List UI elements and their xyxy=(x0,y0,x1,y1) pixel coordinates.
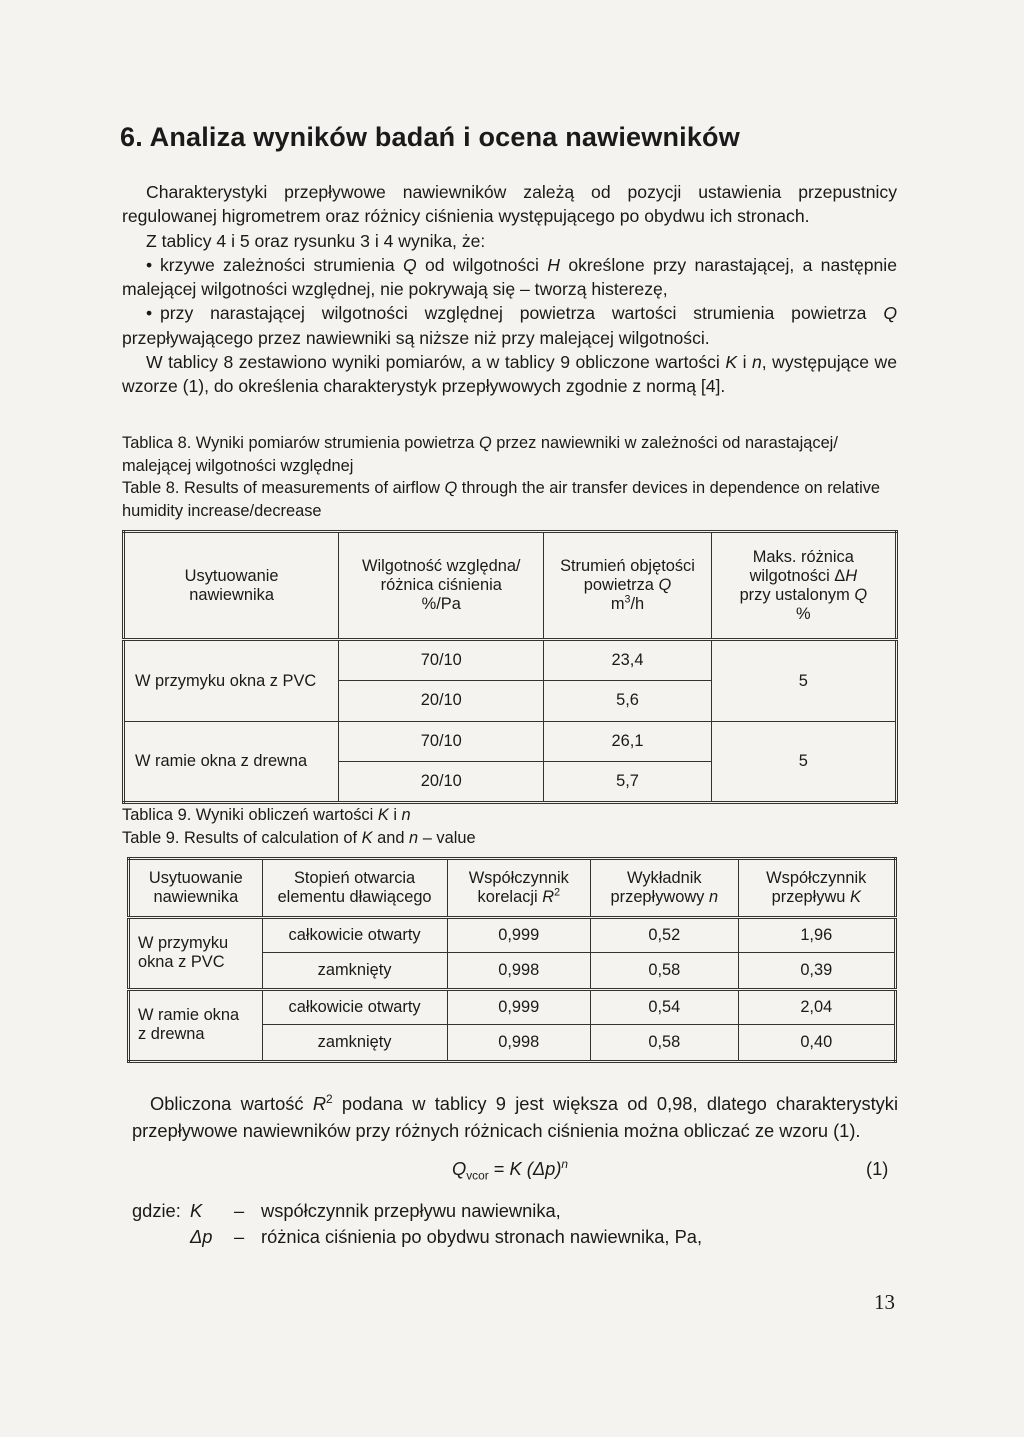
t9-n: 0,52 xyxy=(591,917,738,953)
legend-description: różnica ciśnienia po obydwu stronach nawiewnika, Pa, xyxy=(261,1226,703,1247)
legend-symbol: Δp xyxy=(190,1226,213,1247)
bullet-item-1: • krzywe zależności strumienia Q od wilgotności H określone przy narastającej, a następnie malejącej wilgotności względnej, nie pokrywają się – tworzą histerezę, xyxy=(122,254,897,300)
t9-opening: zamknięty xyxy=(262,953,447,990)
t9-opening: całkowicie otwarty xyxy=(262,989,447,1025)
table-row xyxy=(124,640,897,681)
formula-number: (1) xyxy=(866,1158,889,1179)
table-8 xyxy=(122,530,898,804)
t9-k: 2,04 xyxy=(738,989,895,1025)
t9-r2: 0,999 xyxy=(447,917,591,953)
t9-n: 0,58 xyxy=(591,953,738,990)
t8-flow: 23,4 xyxy=(544,640,711,681)
outro-paragraph: Obliczona wartość $R^2$ podana w tablicy 9 jest większa od 0,98, dlatego charakterystyki przepływowe nawiewników przy różnych różnicach ciśnienia można obliczać ze wzoru (1). xyxy=(132,1091,899,1141)
t8-flow: 5,6 xyxy=(544,681,711,722)
t9-header-exponent: Wykładnik przepływowy n xyxy=(591,859,738,918)
outro-text xyxy=(132,1090,898,1144)
t9-r2: 0,998 xyxy=(447,953,591,990)
t8-header-placement: Usytuowanie nawiewnika xyxy=(124,532,339,640)
t8-header-max-diff: Maks. różnica wilgotności ΔH przy ustalonym Q % xyxy=(711,532,896,640)
table-row xyxy=(129,917,896,953)
section-heading: 6. Analiza wyników badań i ocena nawiewników xyxy=(120,122,740,152)
legend-description: współczynnik przepływu nawiewnika, xyxy=(261,1200,561,1221)
t9-placement-pvc: W przymyku okna z PVC xyxy=(129,917,263,989)
t8-max-diff: 5 xyxy=(711,721,896,802)
page-number: 13 xyxy=(874,1290,895,1314)
t8-humidity: 20/10 xyxy=(339,762,544,803)
table-row xyxy=(129,989,896,1025)
table-row xyxy=(124,721,897,762)
t9-opening: zamknięty xyxy=(262,1025,447,1062)
t9-opening: całkowicie otwarty xyxy=(262,917,447,953)
table-9 xyxy=(127,857,897,1063)
table8-caption-pl: Tablica 8. Wyniki pomiarów strumienia powietrza Q przez nawiewniki w zależności od narastającej/ malejącej wilgotności względnej xyxy=(122,434,838,475)
t8-flow: 5,7 xyxy=(544,762,711,803)
t9-k: 0,40 xyxy=(738,1025,895,1062)
bullet-icon: • xyxy=(146,303,153,324)
t9-r2: 0,999 xyxy=(447,989,591,1025)
intro-paragraph-1: Charakterystyki przepływowe nawiewników zależą od pozycji ustawienia przepustnicy regulowanej higrometrem oraz różnicy ciśnienia występującego po obydwu ich stronach. xyxy=(122,182,897,227)
table8-header-row xyxy=(124,532,897,640)
t8-placement-pvc: W przymyku okna z PVC xyxy=(124,640,339,721)
t8-flow: 26,1 xyxy=(544,721,711,762)
table8-caption xyxy=(122,432,897,522)
t9-header-r2: Współczynnik korelacji $R^2$ xyxy=(447,859,591,918)
table9-caption xyxy=(122,804,897,849)
t9-k: 0,39 xyxy=(738,953,895,990)
legend-where: gdzie: xyxy=(132,1200,181,1221)
bullet-icon: • xyxy=(146,254,153,275)
table9-header-row xyxy=(129,859,896,918)
table9-caption-en: Table 9. Results of calculation of K and n – value xyxy=(122,828,476,847)
legend-symbol: K xyxy=(190,1200,203,1221)
t8-placement-wood: W ramie okna z drewna xyxy=(124,721,339,802)
table9-caption-pl: Tablica 9. Wyniki obliczeń wartości K i n xyxy=(122,806,411,824)
legend-dash: – xyxy=(234,1226,245,1247)
intro-paragraph-2: Z tablicy 4 i 5 oraz rysunku 3 i 4 wynika, że: xyxy=(146,230,486,251)
table8-caption-en: Table 8. Results of measurements of airflow Q through the air transfer devices in dependence on relative humidity increase/decrease xyxy=(122,479,881,520)
t9-header-placement: Usytuowanie nawiewnika xyxy=(129,859,263,918)
t8-header-flow: Strumień objętości powietrza Q $m^3/h$ xyxy=(544,532,711,640)
formula: $Q_{vcor} = K$ $(\Delta p)^n$ xyxy=(452,1156,569,1183)
t9-placement-wood: W ramie okna z drewna xyxy=(129,989,263,1061)
legend-dash: – xyxy=(234,1200,245,1221)
intro-text xyxy=(122,180,897,399)
intro-paragraph-3: W tablicy 8 zestawiono wyniki pomiarów, a w tablicy 9 obliczone wartości K i n, występujące we wzorze (1), do określenia charakterystyk przepływowych zgodnie z normą [4]. xyxy=(122,352,897,397)
t8-humidity: 70/10 xyxy=(339,721,544,762)
t8-humidity: 70/10 xyxy=(339,640,544,681)
bullet-item-2: • przy narastającej wilgotności względnej powietrza wartości strumienia powietrza Q przepływającego przez nawiewniki są niższe niż przy malejącej wilgotności. xyxy=(122,303,897,348)
t8-header-humidity: Wilgotność względna/ różnica ciśnienia %/Pa xyxy=(339,532,544,640)
t8-max-diff: 5 xyxy=(711,640,896,721)
t9-header-opening: Stopień otwarcia elementu dławiącego xyxy=(262,859,447,918)
t9-n: 0,58 xyxy=(591,1025,738,1062)
t9-k: 1,96 xyxy=(738,917,895,953)
t9-header-coefficient: Współczynnik przepływu K xyxy=(738,859,895,918)
t9-n: 0,54 xyxy=(591,989,738,1025)
t8-humidity: 20/10 xyxy=(339,681,544,722)
t9-r2: 0,998 xyxy=(447,1025,591,1062)
